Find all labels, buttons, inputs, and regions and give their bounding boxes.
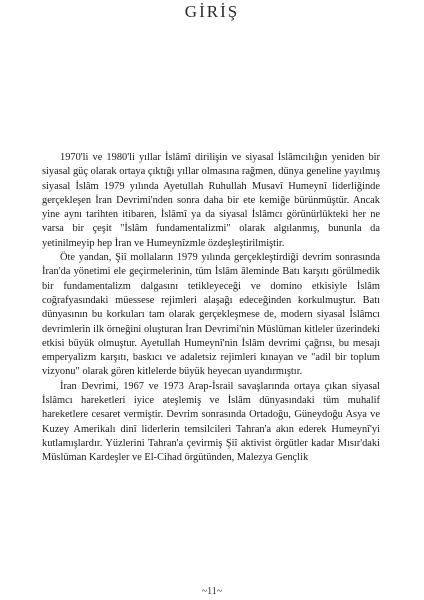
page-title: GİRİŞ [184, 2, 240, 21]
page-number: ~11~ [201, 586, 223, 597]
paragraph-2: Öte yandan, Şiî mollaların 1979 yılında gerçekleştirdiği devrim sonrasında İran'da yönetimi ele geçirmelerinin, tüm İslâm âleminde Batı karşıtı görülmedik bir fundamentalizm dalgasını tetikleyeceği ve domino etkisiyle İslâm coğrafyasındaki müessese rejimleri alaşağı edeceğinden korkulmuştur. Batı dünyasının bu korkuları tam olarak gerçekleşmese de, modern siyasal İslâmcı devrimlerin ilk örneğini oluşturan İran Devrimi'nin Müslüman kitleler üzerindeki etkisi büyük olmuştur. Ayetullah Humeynî'nin İslâm devrimi çağrısı, bu mesajı emperyalizm karşıtı, baskıcı ve adaletsiz rejimleri kınayan ve "adil bir toplum vizyonu" olarak gören kitlelerde büyük heyecan uyandırmıştır. [42, 252, 380, 378]
paragraph-1: 1970'li ve 1980'li yıllar İslâmî dirilişin ve siyasal İslâmcılığın yeniden bir siyasal güç olarak ortaya çıktığı yıllar olmasına rağmen, dünya geneline yayılmış siyasal İslâm 1979 yılında Ayetullah Ruhullah Musavî Humeynî liderliğinde gerçekleşen İran Devrimi'nden sonra daha bir ete kemiğe bürünmüştür. Ancak yine aynı tarihten itibaren, İslâmî ya da siyasal İslâmcı görünürlükteki her ne varsa bir çeşit "İslâm fundamentalizmi" olarak algılanmış, bununla da yetinilmeyip hep İran ve Humeynîzmle özdeşleştirilmiştir. [42, 152, 380, 249]
body-text [42, 151, 380, 466]
paragraph-3: İran Devrimi, 1967 ve 1973 Arap-İsrail savaşlarında ortaya çıkan siyasal İslâmcı hareketleri iyice ateşlemiş ve İslâm dünyasındaki tüm muhalif hareketlere cesaret vermiştir. Devrim sonrasında Ortadoğu, Güneydoğu Asya ve Kuzey Amerikalı dinî liderlerin temsilcileri Tahran'a akın ederek Humeynî'yi kutlamışlardır. Yüzlerini Tahran'a çevirmiş Şiî aktivist örgütler kadar Mısır'daki Müslüman Kardeşler ve El-Cihad örgütünden, Malezya Gençlik [42, 380, 380, 464]
